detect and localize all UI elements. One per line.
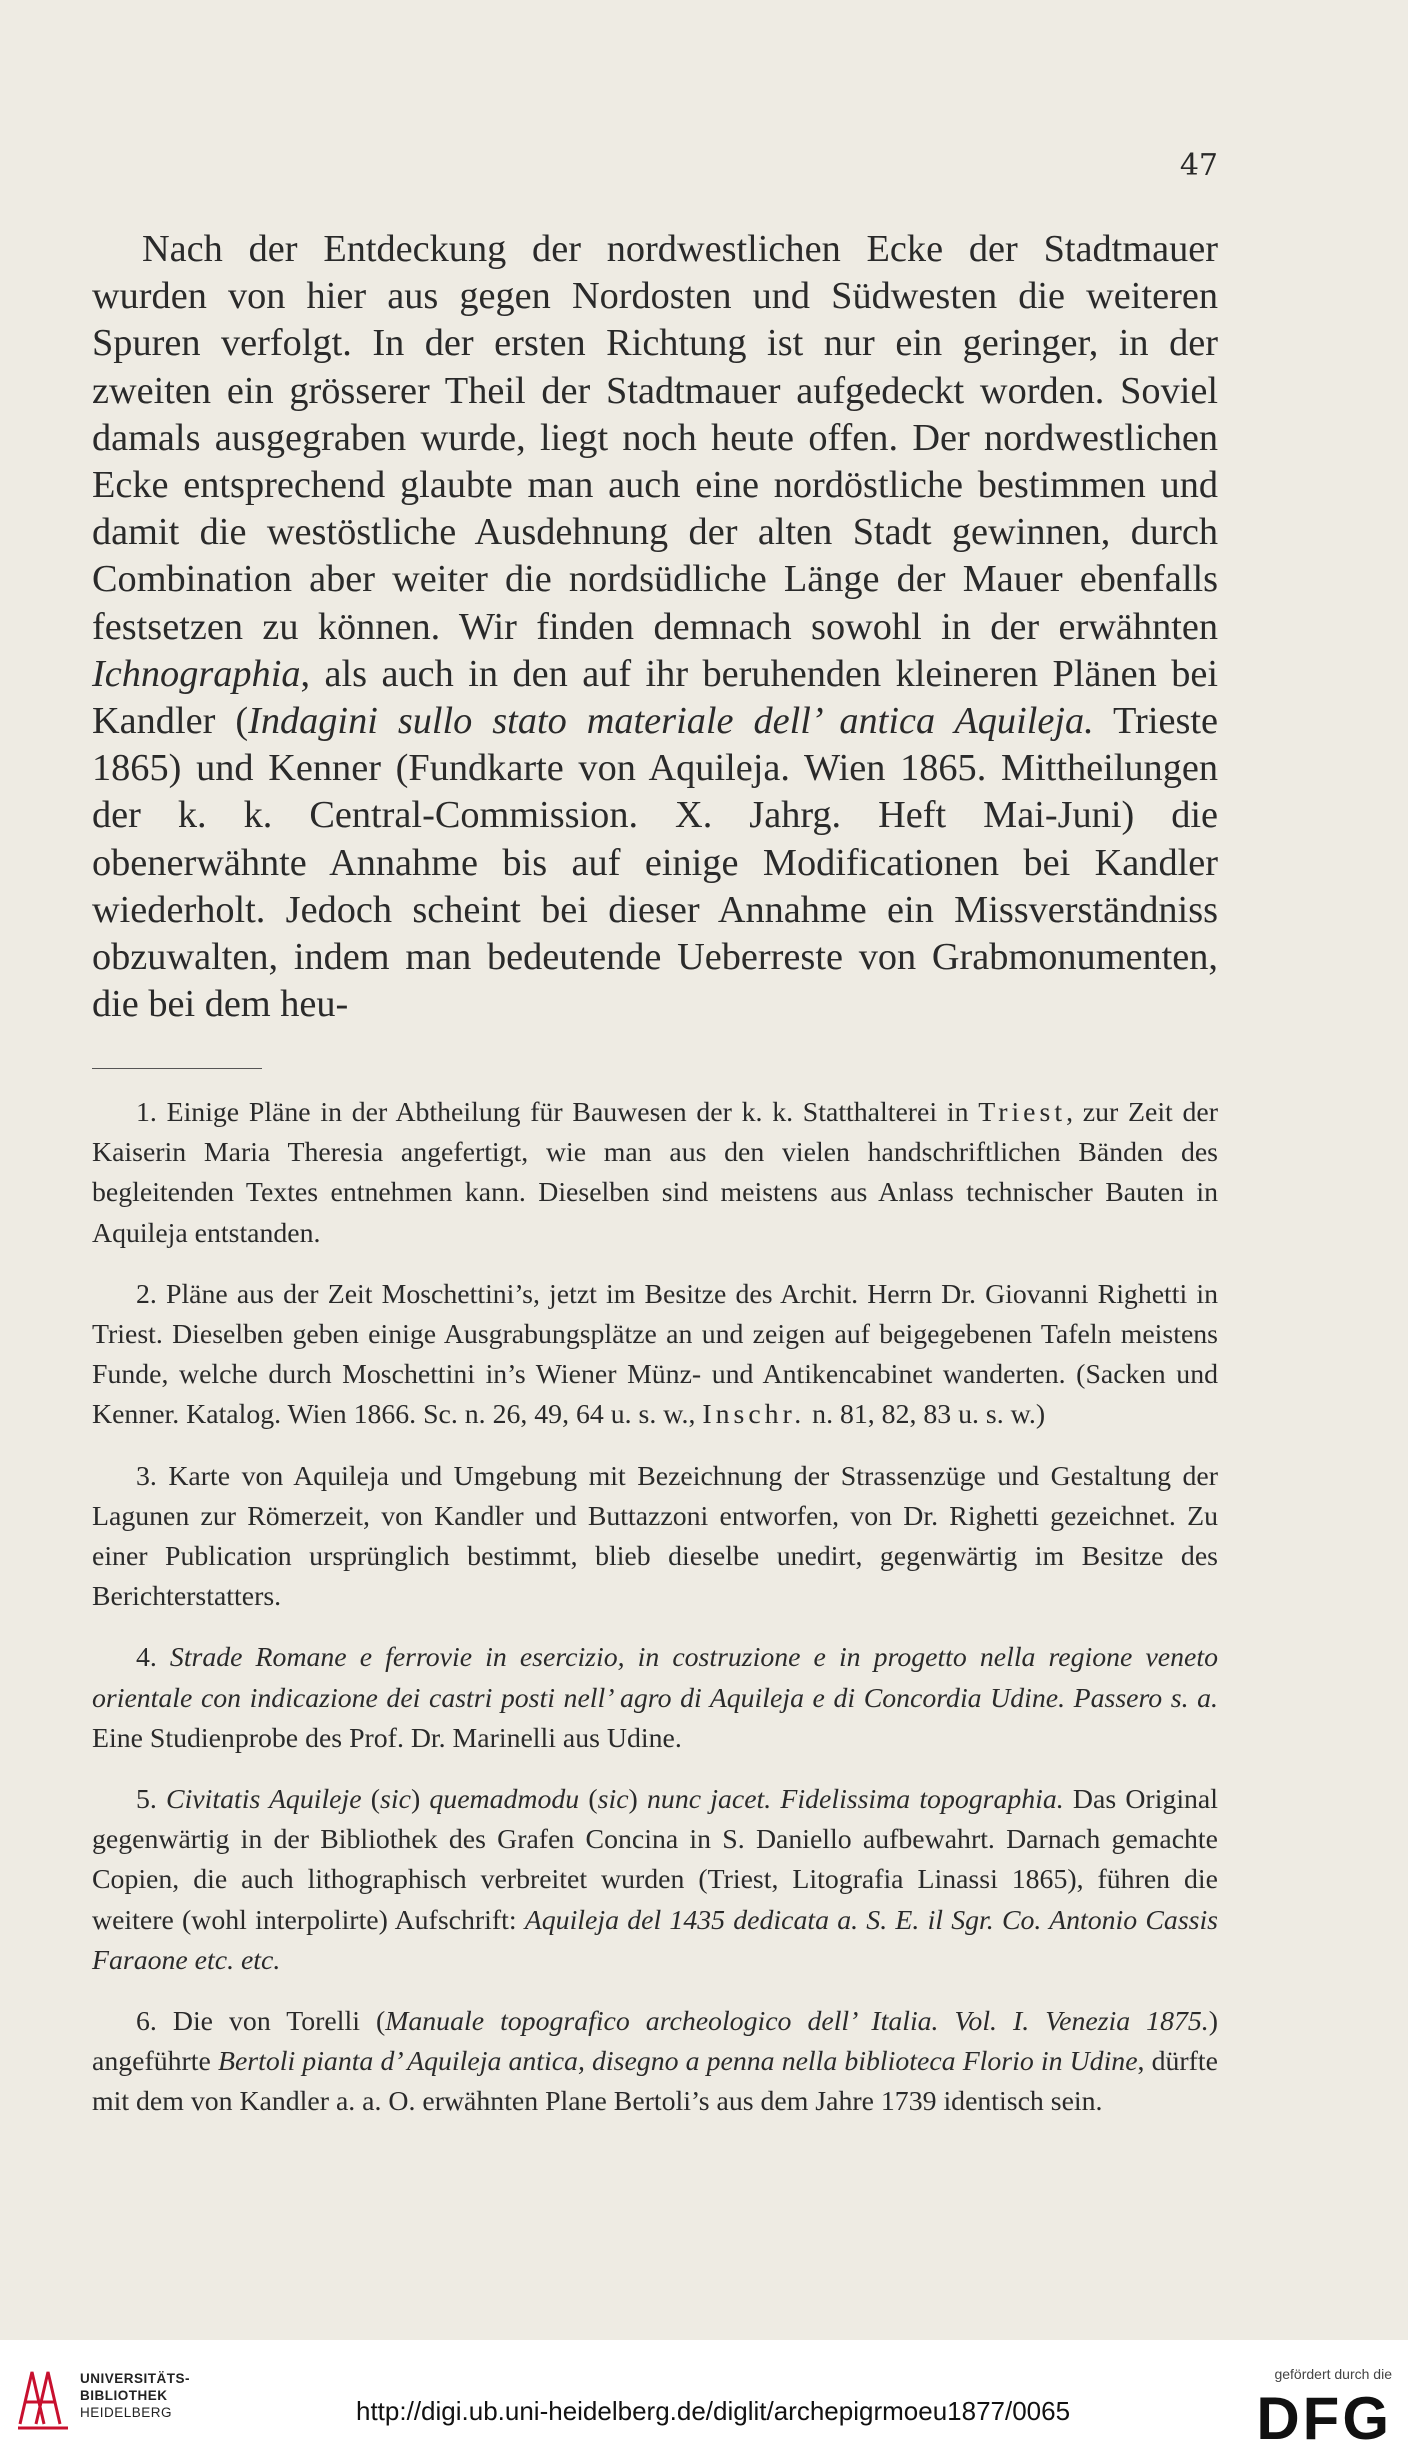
text-run: , als auch in den auf ihr beruhenden kleineren Plänen bei Kandler ( <box>92 652 1218 743</box>
dfg-logo-icon: DFG <box>1256 2385 1392 2452</box>
text-run: ) <box>628 1784 648 1816</box>
footnotes <box>92 1093 1218 2144</box>
italic-text: Indagini sullo stato materiale dell’ antica Aquileja. <box>248 700 1094 743</box>
text-run: , zur Zeit der Kaiserin Maria Theresia angefertigt, wie man aus den vielen handschriftlichen Bänden des begleitenden Textes entnehmen kann. Dieselben sind meistens aus Anlass technischer Bauten in Aquileja entstanden. <box>92 1097 1218 1249</box>
italic-text: Strade Romane e ferrovie in esercizio, in costruzione e in progetto nella regione veneto orientale con indicazione dei castri posti nell’ agro di Aquileja e di Concordia Udine. Passero s. a. <box>92 1642 1218 1714</box>
text-run: 4. <box>136 1642 170 1674</box>
footnote-6 <box>92 2002 1218 2123</box>
text-run: 5. <box>136 1784 167 1816</box>
italic-text: sic <box>380 1784 411 1816</box>
italic-text: sic <box>597 1784 629 1816</box>
text-run: 3. Karte von Aquileja und Umgebung mit Bezeichnung der Strassenzüge und Gestaltung der Lagunen zur Römerzeit, von Kandler und Buttazzoni entworfen, von Dr. Righetti gezeichnet. Zu einer Publication ursprünglich bestimmt, blieb dieselbe unedirt, gegenwärtig im Besitze des Berichterstatters. <box>92 1460 1218 1613</box>
spaced-text: Triest <box>978 1097 1067 1128</box>
source-url-link[interactable]: http://digi.ub.uni-heidelberg.de/diglit/archepigrmoeu1877/0065 <box>356 2396 1071 2426</box>
footnote-4 <box>92 1638 1218 1759</box>
text-run: ) <box>410 1784 430 1816</box>
italic-text: nunc jacet. Fidelissima topographia. <box>647 1784 1064 1816</box>
text-run: Das Original gegenwärtig in der Bibliothek des Grafen Concina in S. Daniello aufbewahrt. Darnach gemachte Copien, die auch lithographisch verbreitet wurden (Triest, Litografia Linassi 1865), führen die weitere (wohl interpolirte) Aufschrift: <box>92 1784 1218 1936</box>
text-run: ( <box>361 1784 381 1816</box>
spaced-text: Inschr. <box>702 1399 806 1431</box>
funder-caption: gefördert durch die <box>1274 2366 1392 2382</box>
italic-text: Bertoli pianta d’ Aquileja antica, disegno a penna nella biblioteca Florio in Udine <box>217 2046 1138 2078</box>
library-name-line: UNIVERSITÄTS- <box>80 2371 191 2386</box>
footnote-3 <box>92 1457 1218 1618</box>
library-name-line: HEIDELBERG <box>80 2405 173 2420</box>
library-name <box>80 2370 190 2421</box>
italic-text: Manuale topografico archeologico dell’ Italia. Vol. I. Venezia 1875. <box>385 2006 1209 2038</box>
italic-text: Civitatis Aquileje <box>166 1784 362 1816</box>
text-run: ) angeführte <box>92 2006 1218 2078</box>
university-library-logo-icon <box>14 2362 72 2432</box>
text-run: Nach der Entdeckung der nordwestlichen Ecke der Stadtmauer wurden von hier aus gegen Nordosten und Südwesten die weiteren Spuren verfolgt. In der ersten Richtung ist nur ein geringer, in der zweiten ein grösserer Theil der Stadtmauer aufgedeckt worden. Soviel damals ausgegraben wurde, liegt noch heute offen. Der nordwestlichen Ecke entsprechend glaubte man auch eine nordöstliche bestimmen und damit die westöstliche Ausdehnung der alten Stadt gewinnen, durch Combination aber weiter die nordsüdliche Länge der Mauer ebenfalls festsetzen zu können. Wir finden demnach sowohl in der erwähnten <box>92 228 1218 648</box>
text-run: 6. Die von Torelli ( <box>136 2006 386 2038</box>
italic-text: Ichnographia <box>92 652 301 695</box>
text-run: Eine Studienprobe des Prof. Dr. Marinelli aus Udine. <box>92 1722 682 1754</box>
footnote-separator <box>92 1068 262 1069</box>
text-run: n. 81, 82, 83 u. s. w.) <box>805 1399 1046 1431</box>
text-run: ( <box>579 1784 598 1816</box>
body-paragraph <box>92 226 1218 1028</box>
main-body <box>92 226 1218 1028</box>
text-run: , dürfte mit dem von Kandler a. a. O. erwähnten Plane Bertoli’s aus dem Jahre 1739 identisch sein. <box>92 2046 1218 2118</box>
page-number: 47 <box>1179 148 1218 183</box>
italic-text: quemadmodu <box>429 1784 580 1816</box>
footnote-2 <box>92 1275 1218 1436</box>
text-run: Trieste 1865) und Kenner (Fundkarte von Aquileja. Wien 1865. Mittheilungen der k. k. Central-Commission. X. Jahrg. Heft Mai-Juni) die obenerwähnte Annahme bis auf einige Modificationen bei Kandler wiederholt. Jedoch scheint bei dieser Annahme ein Missverständniss obzuwalten, indem man bedeutende Ueberreste von Grabmonumenten, die bei dem heu- <box>92 700 1218 1026</box>
footnote-5 <box>92 1780 1218 1981</box>
text-run: 1. Einige Pläne in der Abtheilung für Bauwesen der k. k. Statthalterei in <box>136 1097 979 1128</box>
library-name-line: BIBLIOTHEK <box>80 2388 168 2403</box>
text-run: 2. Pläne aus der Zeit Moschettini’s, jetzt im Besitze des Archit. Herrn Dr. Giovanni Righetti in Triest. Dieselben geben einige Ausgrabungsplätze an und zeigen auf beigegebenen Tafeln meistens Funde, welche durch Moschettini in’s Wiener Münz- und Antikencabinet wanderten. (Sacken und Kenner. Katalog. Wien 1866. Sc. n. 26, 49, 64 u. s. w., <box>92 1278 1218 1431</box>
footnote-1 <box>92 1093 1218 1254</box>
italic-text: Aquileja del 1435 dedicata a. S. E. il Sgr. Co. Antonio Cassis Faraone etc. etc. <box>92 1904 1218 1976</box>
